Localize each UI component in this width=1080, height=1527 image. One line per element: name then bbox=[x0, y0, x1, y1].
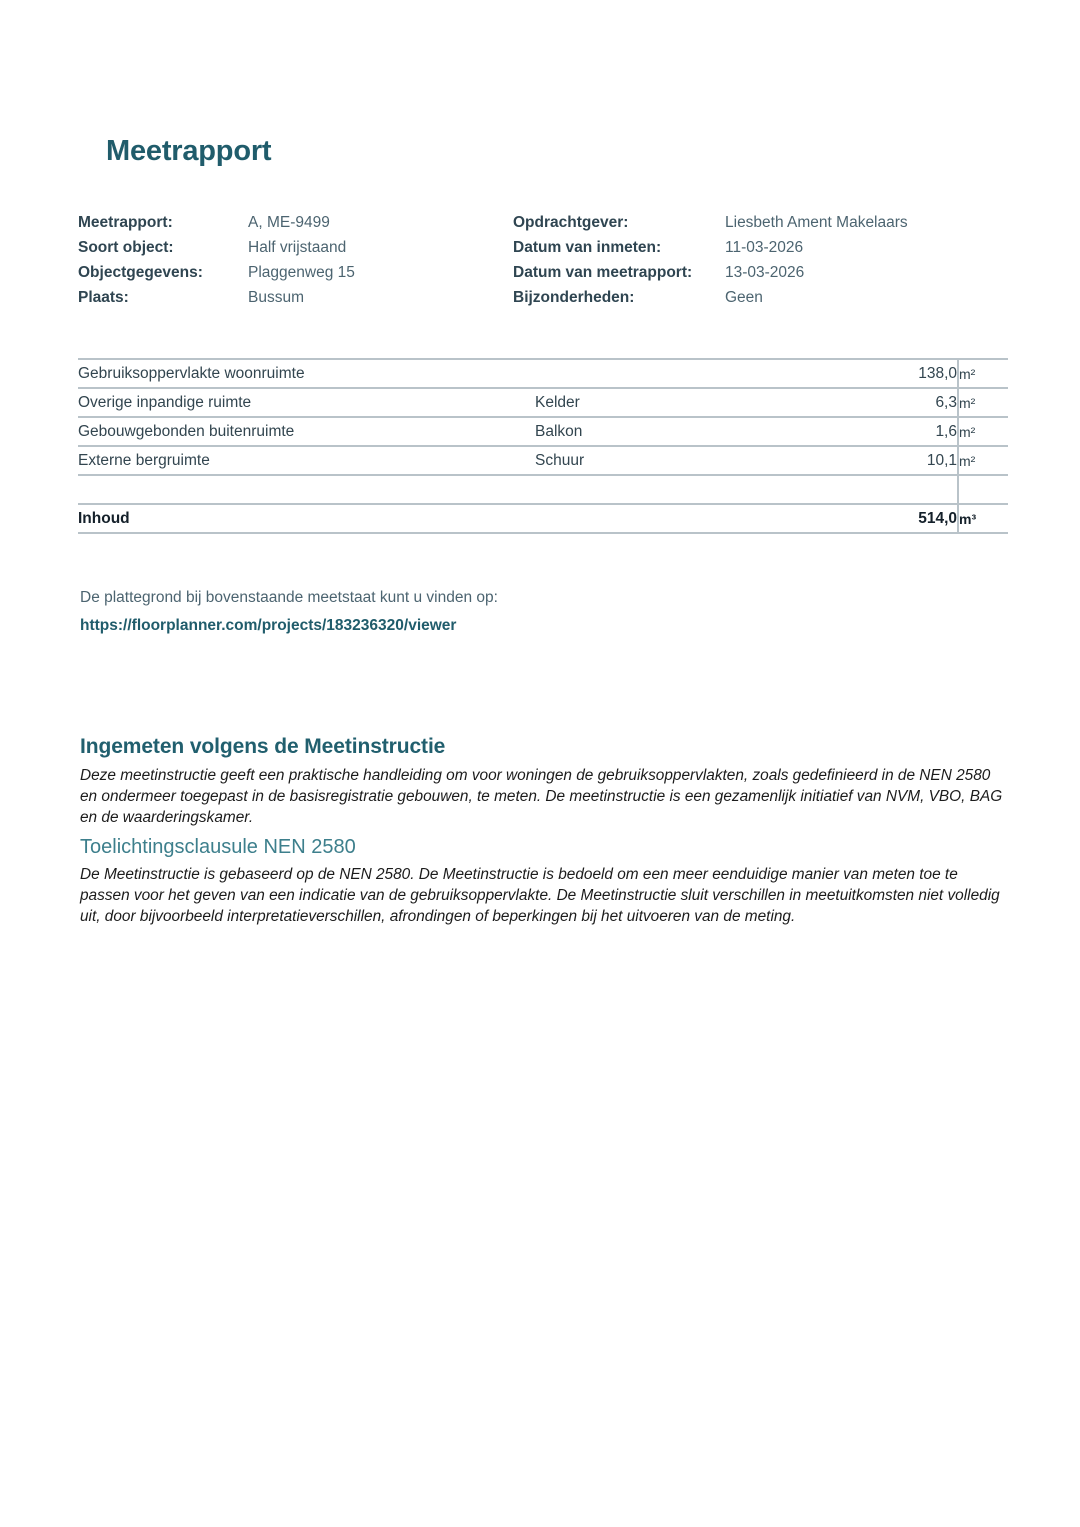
row-name: Externe bergruimte bbox=[78, 446, 535, 475]
meta-value-bijzonderheden: Geen bbox=[725, 289, 763, 306]
rule-cell bbox=[78, 533, 535, 534]
meta-label-datum-van-inmeten: Datum van inmeten: bbox=[513, 239, 662, 256]
table-row bbox=[78, 359, 1008, 388]
spacer-cell bbox=[958, 475, 1008, 504]
rule-cell bbox=[958, 533, 1008, 534]
spacer-cell bbox=[78, 475, 535, 504]
floorplan-note: De plattegrond bij bovenstaande meetstaat kunt u vinden op: bbox=[80, 589, 498, 606]
row-name: Gebruiksoppervlakte woonruimte bbox=[78, 359, 535, 388]
meta-value-plaats: Bussum bbox=[248, 289, 304, 306]
row-unit: m² bbox=[958, 388, 1008, 417]
total-unit: m³ bbox=[958, 504, 1008, 533]
rule-cell bbox=[865, 533, 958, 534]
meta-value-datum-van-meetrapport: 13-03-2026 bbox=[725, 264, 805, 281]
table-row bbox=[78, 417, 1008, 446]
row-unit: m² bbox=[958, 359, 1008, 388]
section-heading-toelichtingsclausule: Toelichtingsclausule NEN 2580 bbox=[80, 836, 356, 858]
section-heading-meetinstructie: Ingemeten volgens de Meetinstructie bbox=[80, 735, 446, 758]
meta-label-opdrachtgever: Opdrachtgever: bbox=[513, 214, 629, 231]
spacer-cell bbox=[865, 475, 958, 504]
total-name: Inhoud bbox=[78, 504, 535, 533]
row-name: Overige inpandige ruimte bbox=[78, 388, 535, 417]
page-title: Meetrapport bbox=[106, 135, 272, 167]
section-body-meetinstructie: Deze meetinstructie geeft een praktische handleiding om voor woningen de gebruiksoppervlakten, zoals gedefinieerd in de NEN 2580 en ondermeer toegepast in de basisregistratie gebouwen, te meten. De meetinstructie is een gezamenlijk initiatief van NVM, VBO, BAG en de waarderingskamer. bbox=[80, 767, 1003, 826]
report-metadata bbox=[78, 212, 1008, 309]
row-name: Gebouwgebonden buitenruimte bbox=[78, 417, 535, 446]
row-value: 10,1 bbox=[865, 446, 958, 475]
table-row bbox=[78, 388, 1008, 417]
spacer-cell bbox=[535, 475, 865, 504]
table-row bbox=[78, 446, 1008, 475]
metadata-column-right bbox=[513, 212, 993, 309]
row-sub: Kelder bbox=[535, 388, 865, 417]
table-bottom-rule bbox=[78, 533, 1008, 534]
meta-label-bijzonderheden: Bijzonderheden: bbox=[513, 289, 635, 306]
meta-value-opdrachtgever: Liesbeth Ament Makelaars bbox=[725, 214, 908, 231]
meta-label-datum-van-meetrapport: Datum van meetrapport: bbox=[513, 264, 693, 281]
table-spacer-row bbox=[78, 475, 1008, 504]
meta-value-meetrapport: A, ME-9499 bbox=[248, 214, 330, 231]
row-sub bbox=[535, 359, 865, 388]
row-sub: Balkon bbox=[535, 417, 865, 446]
floorplan-link[interactable]: https://floorplanner.com/projects/183236320/viewer bbox=[80, 617, 457, 634]
row-sub: Schuur bbox=[535, 446, 865, 475]
measurement-table bbox=[78, 358, 1008, 534]
meta-label-plaats: Plaats: bbox=[78, 289, 129, 306]
meta-label-soort-object: Soort object: bbox=[78, 239, 174, 256]
meta-value-soort-object: Half vrijstaand bbox=[248, 239, 347, 256]
metadata-column-left bbox=[78, 212, 513, 309]
rule-cell bbox=[535, 533, 865, 534]
total-value: 514,0 bbox=[865, 504, 958, 533]
section-body-toelichtingsclausule: De Meetinstructie is gebaseerd op de NEN 2580. De Meetinstructie is bedoeld om een meer eenduidige manier van meten toe te passen voor het geven van een indicatie van de gebruiksoppervlakte. De Meetinstructie sluit verschillen in meetuitkomsten niet volledig uit, door bijvoorbeeld interpretatieverschillen, afrondingen of beperkingen bij het uitvoeren van de meting. bbox=[80, 866, 1000, 925]
meta-label-objectgegevens: Objectgegevens: bbox=[78, 264, 203, 281]
row-unit: m² bbox=[958, 417, 1008, 446]
meta-label-meetrapport: Meetrapport: bbox=[78, 214, 173, 231]
total-sub bbox=[535, 504, 865, 533]
table-total-row bbox=[78, 504, 1008, 533]
meta-value-datum-van-inmeten: 11-03-2026 bbox=[725, 239, 804, 256]
row-value: 1,6 bbox=[865, 417, 958, 446]
row-value: 6,3 bbox=[865, 388, 958, 417]
row-value: 138,0 bbox=[865, 359, 958, 388]
meta-value-objectgegevens: Plaggenweg 15 bbox=[248, 264, 355, 281]
row-unit: m² bbox=[958, 446, 1008, 475]
